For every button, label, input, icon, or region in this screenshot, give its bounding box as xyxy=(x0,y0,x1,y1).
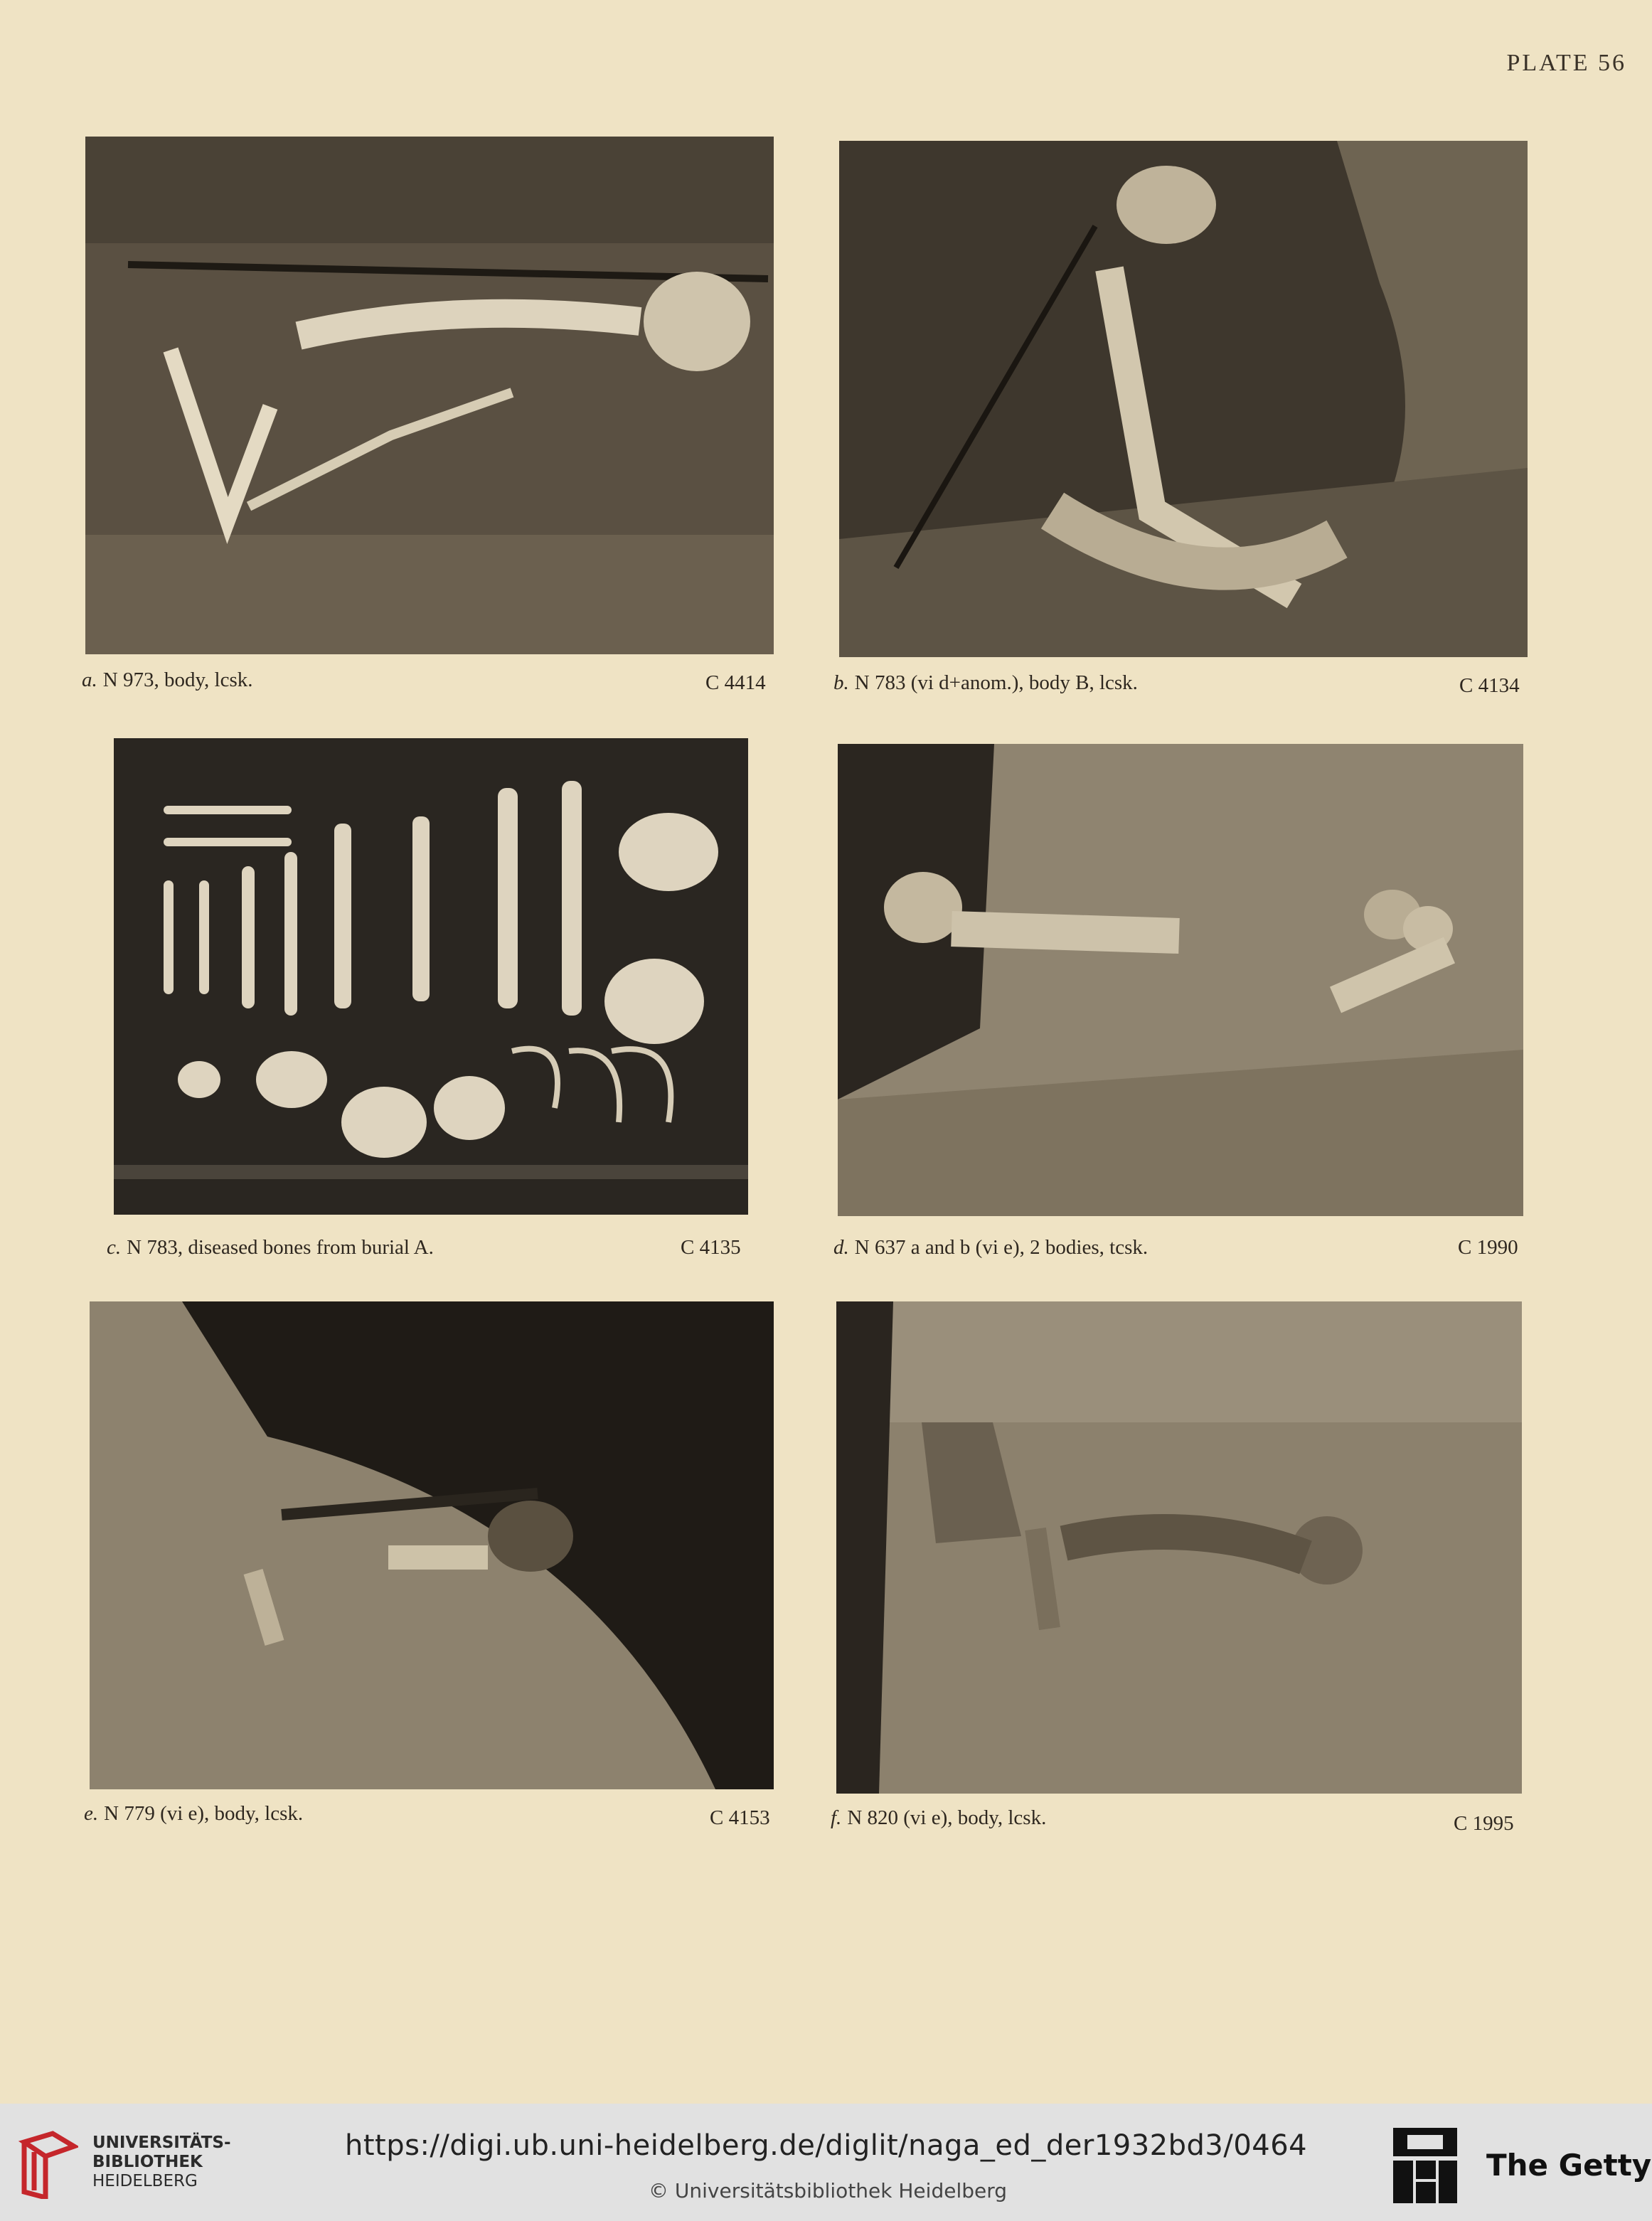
code-e: C 4153 xyxy=(710,1806,770,1829)
caption-letter: c. xyxy=(107,1236,122,1259)
caption-letter: d. xyxy=(833,1236,849,1259)
library-name-line1: UNIVERSITÄTS- xyxy=(92,2134,231,2152)
caption-e xyxy=(84,1802,303,1826)
library-name xyxy=(92,2134,231,2191)
ub-heidelberg-logo-icon xyxy=(17,2128,78,2199)
plate-label: PLATE 56 xyxy=(1506,50,1626,76)
caption-letter: a. xyxy=(82,669,97,691)
photo-d-two-bodies xyxy=(838,744,1523,1216)
photo-f-skeleton-excavation xyxy=(836,1301,1522,1794)
footer-bar xyxy=(0,2104,1652,2221)
copyright-notice: © Universitätsbibliothek Heidelberg xyxy=(649,2179,1008,2203)
partner-name: The Getty xyxy=(1486,2148,1652,2183)
code-d: C 1990 xyxy=(1458,1236,1518,1259)
getty-logo-icon xyxy=(1390,2125,1460,2210)
caption-a xyxy=(82,669,253,692)
code-c: C 4135 xyxy=(681,1236,741,1259)
caption-text: N 779 (vi e), body, lcsk. xyxy=(104,1802,304,1825)
photo-e-skeleton-excavation xyxy=(90,1301,774,1789)
caption-d xyxy=(833,1236,1148,1259)
code-a: C 4414 xyxy=(705,671,766,694)
code-b: C 4134 xyxy=(1459,674,1520,697)
photo-a-skeleton-excavation xyxy=(85,137,774,654)
caption-text: N 637 a and b (vi e), 2 bodies, tcsk. xyxy=(854,1236,1149,1259)
library-name-line3: HEIDELBERG xyxy=(92,2172,198,2190)
permalink-url[interactable]: https://digi.ub.uni-heidelberg.de/diglit/naga_ed_der1932bd3/0464 xyxy=(345,2129,1308,2162)
photo-b-skeleton-excavation xyxy=(839,141,1528,657)
code-f: C 1995 xyxy=(1454,1812,1514,1835)
caption-text: N 973, body, lcsk. xyxy=(102,669,253,691)
caption-text: N 820 (vi e), body, lcsk. xyxy=(847,1806,1047,1829)
library-name-line2: BIBLIOTHEK xyxy=(92,2153,203,2171)
caption-text: N 783 (vi d+anom.), body B, lcsk. xyxy=(854,671,1138,694)
caption-f xyxy=(831,1806,1046,1830)
caption-letter: f. xyxy=(831,1806,842,1829)
caption-letter: e. xyxy=(84,1802,99,1825)
photo-c-diseased-bones xyxy=(114,738,748,1215)
caption-letter: b. xyxy=(833,671,849,694)
caption-b xyxy=(833,671,1138,695)
caption-c xyxy=(107,1236,434,1259)
caption-text: N 783, diseased bones from burial A. xyxy=(127,1236,434,1259)
